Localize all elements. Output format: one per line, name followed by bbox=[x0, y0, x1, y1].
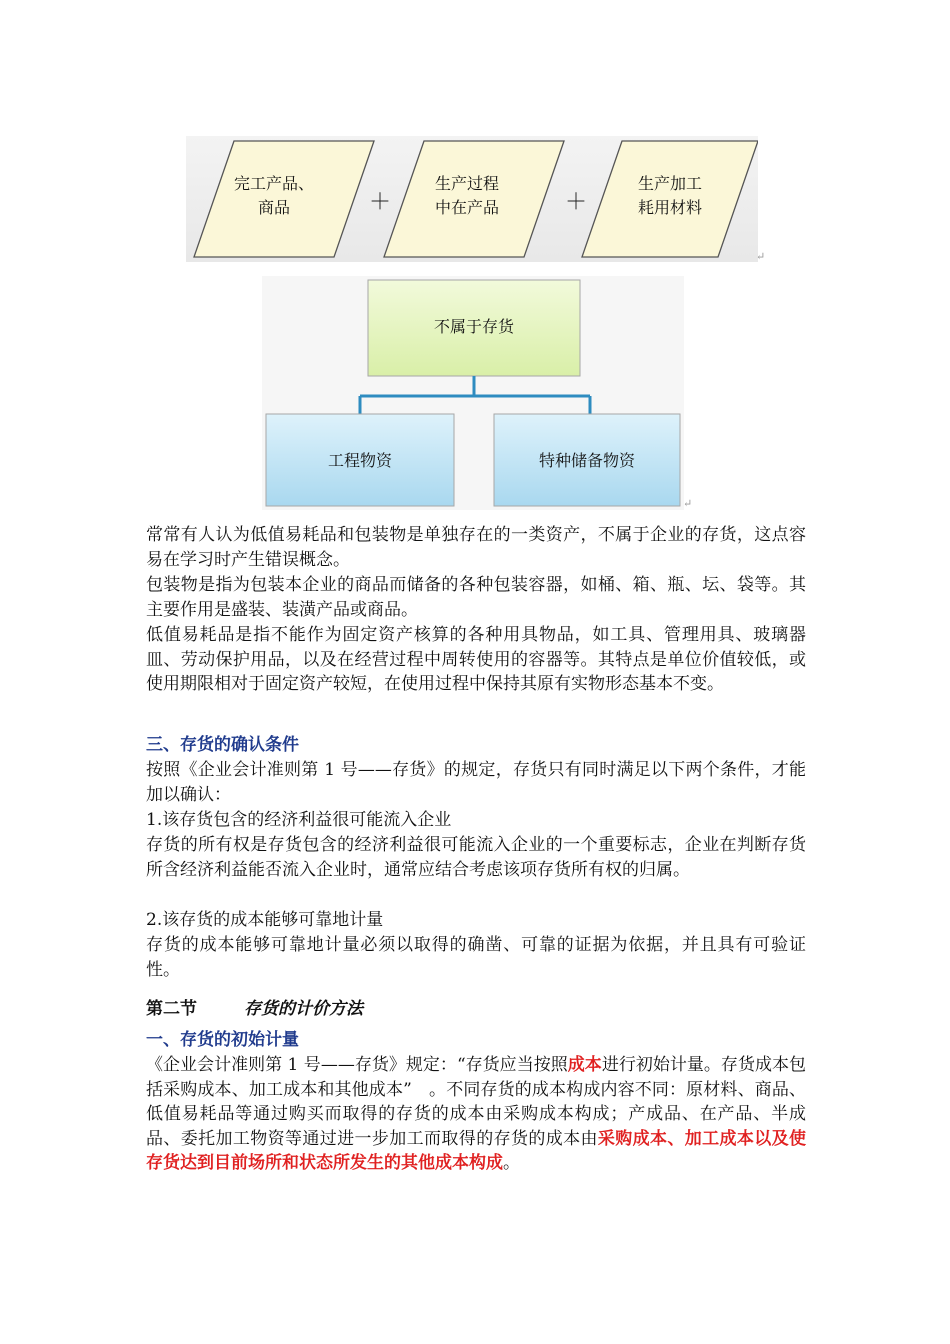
heading-initial-measurement: 一、存货的初始计量 bbox=[146, 1030, 299, 1050]
components-diagram bbox=[186, 136, 758, 262]
paragraph-mark: ↵ bbox=[683, 497, 693, 510]
box3-line2: 耗用材料 bbox=[637, 198, 703, 217]
section-number: 第二节 bbox=[146, 999, 197, 1019]
text-segment: 进行初始计量。存货成本包括采购成本、加工成本和其他成本” 。不同存货的成本构成内容不同：原材料、商品、低值易耗品等通过购买而取得的存货的成本由采购成本构成；产成品、在产品、半成品、委托加工物资等通过进一步加工而取得的存货的成本由 bbox=[146, 1055, 807, 1149]
condition-1: 1.该存货包含的经济利益很可能流入企业 bbox=[146, 810, 452, 830]
paragraph-initial-measurement bbox=[146, 1053, 806, 1176]
paragraph-ownership: 存货的所有权是存货包含的经济利益很可能流入企业的一个重要标志，企业在判断存货所含经济利益能否流入企业时，通常应结合考虑该项存货所有权的归属。 bbox=[146, 835, 806, 880]
plus-sign-2: ＋ bbox=[564, 190, 588, 215]
paragraph-misconception: 常常有人认为低值易耗品和包装物是单独存在的一类资产，不属于企业的存货，这点容易在学习时产生错误概念。 bbox=[146, 525, 806, 570]
section-title: 存货的计价方法 bbox=[244, 999, 363, 1019]
tree-left-label: 工程物资 bbox=[327, 451, 393, 470]
paragraph-standard-requirement: 按照《企业会计准则第 1 号——存货》的规定，存货只有同时满足以下两个条件，才能加以确认： bbox=[146, 760, 806, 805]
emphasis-cost-composition: 采购成本、加工成本以及使存货达到目前场所和状态所发生的其他成本构成 bbox=[146, 1128, 807, 1174]
paragraph-packaging: 包装物是指为包装本企业的商品而储备的各种包装容器，如桶、箱、瓶、坛、袋等。其主要作用是盛装、装潢产品或商品。 bbox=[146, 575, 806, 620]
tree-root-label: 不属于存货 bbox=[433, 317, 515, 336]
box1-line2: 商品 bbox=[257, 198, 291, 217]
box1-line1: 完工产品、 bbox=[233, 174, 315, 193]
paragraph-mark: ↵ bbox=[756, 250, 766, 263]
plus-sign-1: ＋ bbox=[368, 190, 392, 215]
box3-line1: 生产加工 bbox=[637, 174, 703, 193]
heading-recognition-conditions: 三、存货的确认条件 bbox=[146, 735, 299, 755]
paragraph-low-value-consumables: 低值易耗品是指不能作为固定资产核算的各种用具物品，如工具、管理用具、玻璃器皿、劳动保护用品，以及在经营过程中周转使用的容器等。其特点是单位价值较低，或使用期限相对于固定资产较短，在使用过程中保持其原有实物形态基本不变。 bbox=[146, 625, 806, 695]
emphasis-cost: 成本 bbox=[567, 1055, 602, 1075]
not-inventory-tree-diagram bbox=[262, 276, 684, 510]
box2-line1: 生产过程 bbox=[434, 174, 500, 193]
text-segment: 。 bbox=[503, 1153, 520, 1174]
tree-right-label: 特种储备物资 bbox=[538, 451, 636, 470]
condition-2: 2.该存货的成本能够可靠地计量 bbox=[146, 910, 384, 930]
box2-line2: 中在产品 bbox=[434, 198, 500, 217]
text-segment: 《企业会计准则第 1 号——存货》规定：“存货应当按照 bbox=[146, 1055, 568, 1075]
paragraph-reliable-measurement: 存货的成本能够可靠地计量必须以取得的确凿、可靠的证据为依据，并且具有可验证性。 bbox=[146, 935, 806, 980]
